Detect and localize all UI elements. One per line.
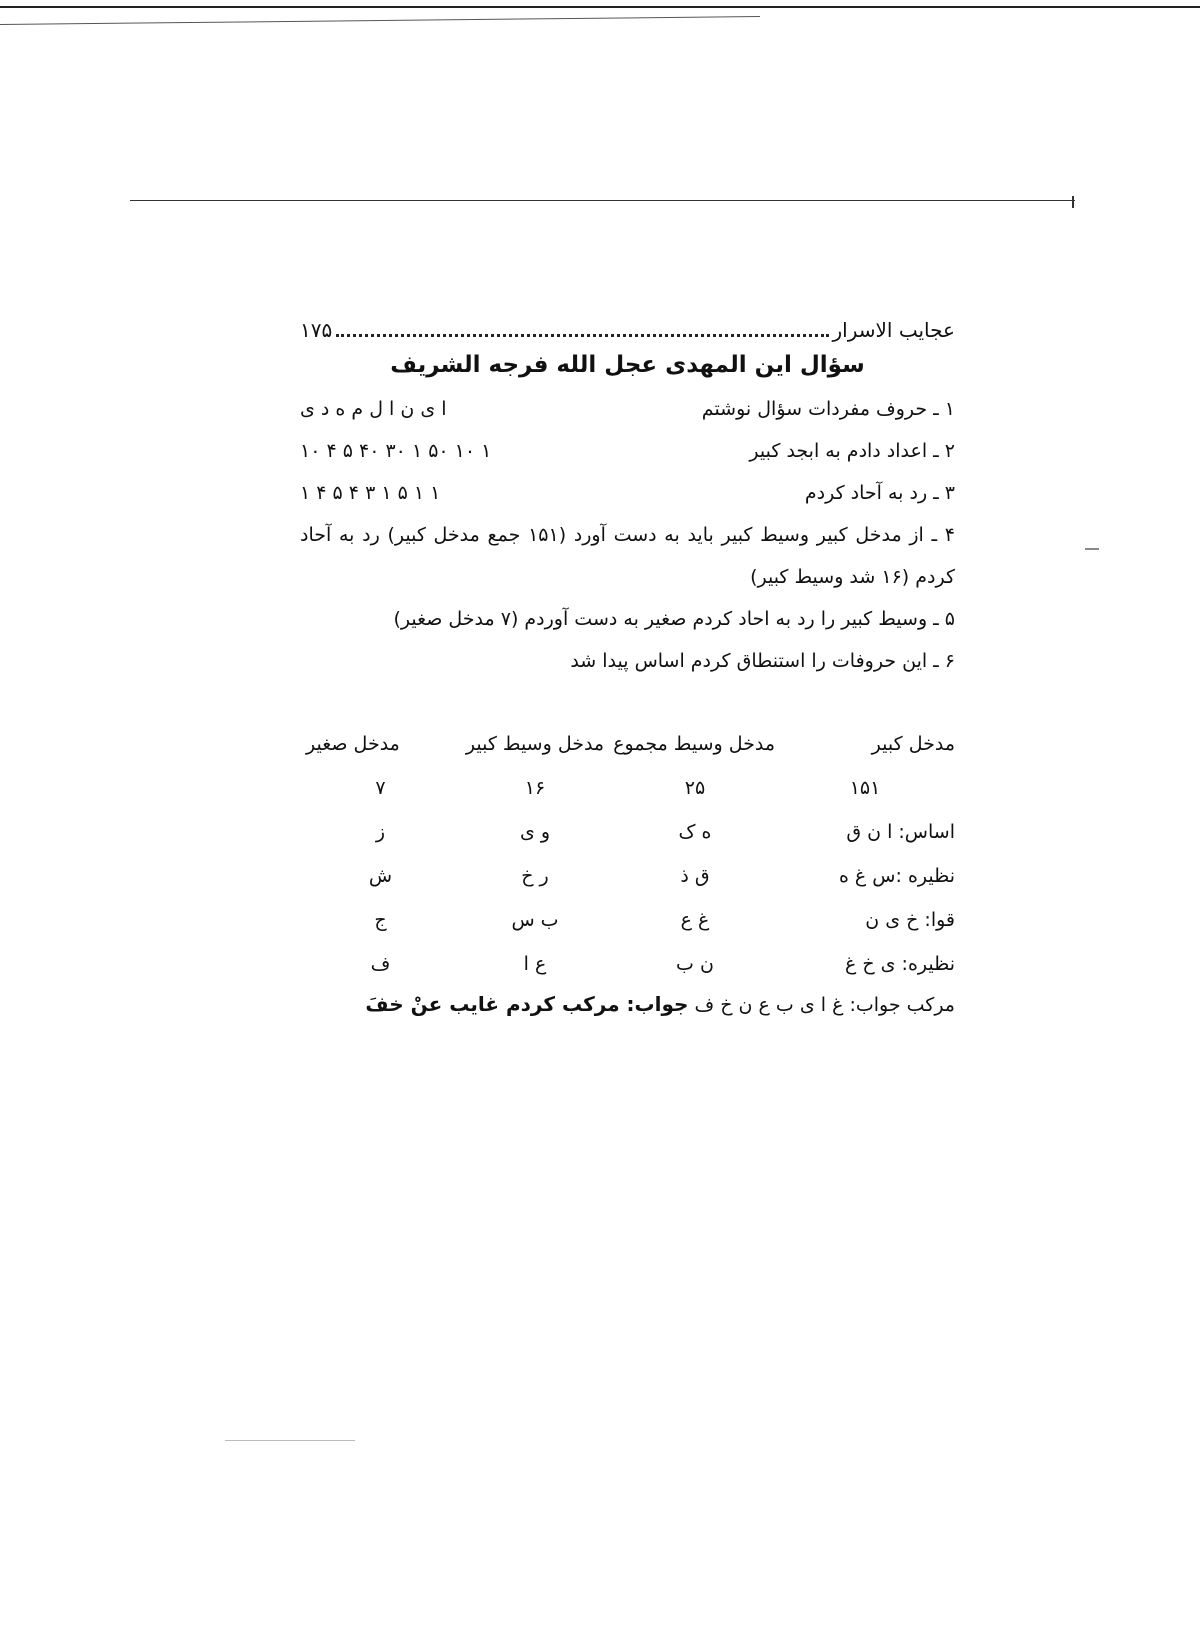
table-cell: اساس: ا ن ق	[846, 821, 955, 843]
answer-line	[300, 992, 955, 1016]
answer-prefix: مرکب جواب: غ ا ی ب ع ن خ ف	[694, 994, 955, 1016]
table-cell: ن ب	[676, 953, 714, 975]
scan-edge-line-faint	[0, 16, 760, 25]
step-6: ۶ ـ این حروفات را استنطاق کردم اساس پیدا شد	[570, 650, 955, 672]
section-heading: سؤال این المهدی عجل الله فرجه الشریف	[390, 352, 865, 378]
steps-list	[300, 388, 955, 682]
table-cell: ۱۵۱	[849, 777, 881, 799]
table-header-row	[300, 722, 955, 766]
table-cell: ر خ	[521, 865, 549, 887]
step-3	[300, 472, 955, 514]
scan-speck	[1085, 548, 1099, 550]
step-values: ۱ ۱۰ ۵۰ ۱ ۳۰ ۴۰ ۵ ۴ ۱۰	[300, 440, 492, 462]
step-label: ۱ ـ حروف مفردات سؤال نوشتم	[701, 398, 955, 420]
table-cell: ۲۵	[684, 777, 706, 799]
calculation-table	[300, 722, 955, 986]
table-row	[300, 942, 955, 986]
table-cell: ج	[374, 909, 387, 931]
table-cell: نظیره :س غ ه	[838, 865, 955, 887]
table-header: مدخل صغیر	[306, 733, 400, 755]
leader-dots	[336, 334, 828, 337]
page-number: ۱۷۵	[300, 318, 333, 342]
step-5: ۵ ـ وسیط کبیر را رد به احاد کردم صغیر به دست آوردم (۷ مدخل صغیر)	[393, 608, 955, 630]
table-cell: ب س	[511, 909, 559, 931]
table-row	[300, 898, 955, 942]
step-label: ۲ ـ اعداد دادم به ابجد کبیر	[749, 440, 955, 462]
table-cell: ه ک	[678, 821, 712, 843]
table-cell: قوا: خ ی ن	[865, 909, 955, 931]
table-row	[300, 854, 955, 898]
table-number-row	[300, 766, 955, 810]
top-rule-tick	[1072, 196, 1074, 208]
table-cell: ق ذ	[680, 865, 710, 887]
table-cell: و ی	[519, 821, 551, 843]
table-header: مدخل وسیط مجموع	[613, 733, 775, 755]
step-label: ۳ ـ رد به آحاد کردم	[804, 482, 955, 504]
scan-speck	[225, 1440, 355, 1441]
table-cell: ۷	[375, 777, 386, 799]
table-cell: ۱۶	[524, 777, 546, 799]
table-header: مدخل وسیط کبیر	[465, 733, 605, 755]
table-cell: ع ا	[523, 953, 547, 975]
table-cell: ز	[375, 821, 386, 843]
book-page	[300, 318, 955, 1016]
step-1	[300, 388, 955, 430]
step-2	[300, 430, 955, 472]
answer-bold: جواب: مرکب کردم غایب عنْ خفَ	[365, 992, 689, 1016]
table-cell: ف	[370, 953, 391, 975]
table-cell: غ ع	[680, 909, 710, 931]
step-values: ا ی ن ا ل م ه د ی	[300, 398, 447, 420]
table-header: مدخل کبیر	[871, 733, 955, 755]
table-cell: نظیره: ی خ غ	[844, 953, 955, 975]
top-rule	[130, 200, 1075, 201]
step-4: ۴ ـ از مدخل کبیر وسیط کبیر باید به دست آورد (۱۵۱ جمع مدخل کبیر) رد به آحاد کردم (۱۶ شد وسیط کبیر)	[300, 524, 955, 588]
book-title: عجایب الاسرار	[832, 318, 955, 342]
step-values: ۱ ۱ ۵ ۱ ۳ ۴ ۵ ۴ ۱	[300, 482, 441, 504]
table-cell: ش	[368, 865, 393, 887]
scan-edge-line	[0, 6, 1200, 8]
table-row	[300, 810, 955, 854]
running-header	[300, 318, 955, 344]
